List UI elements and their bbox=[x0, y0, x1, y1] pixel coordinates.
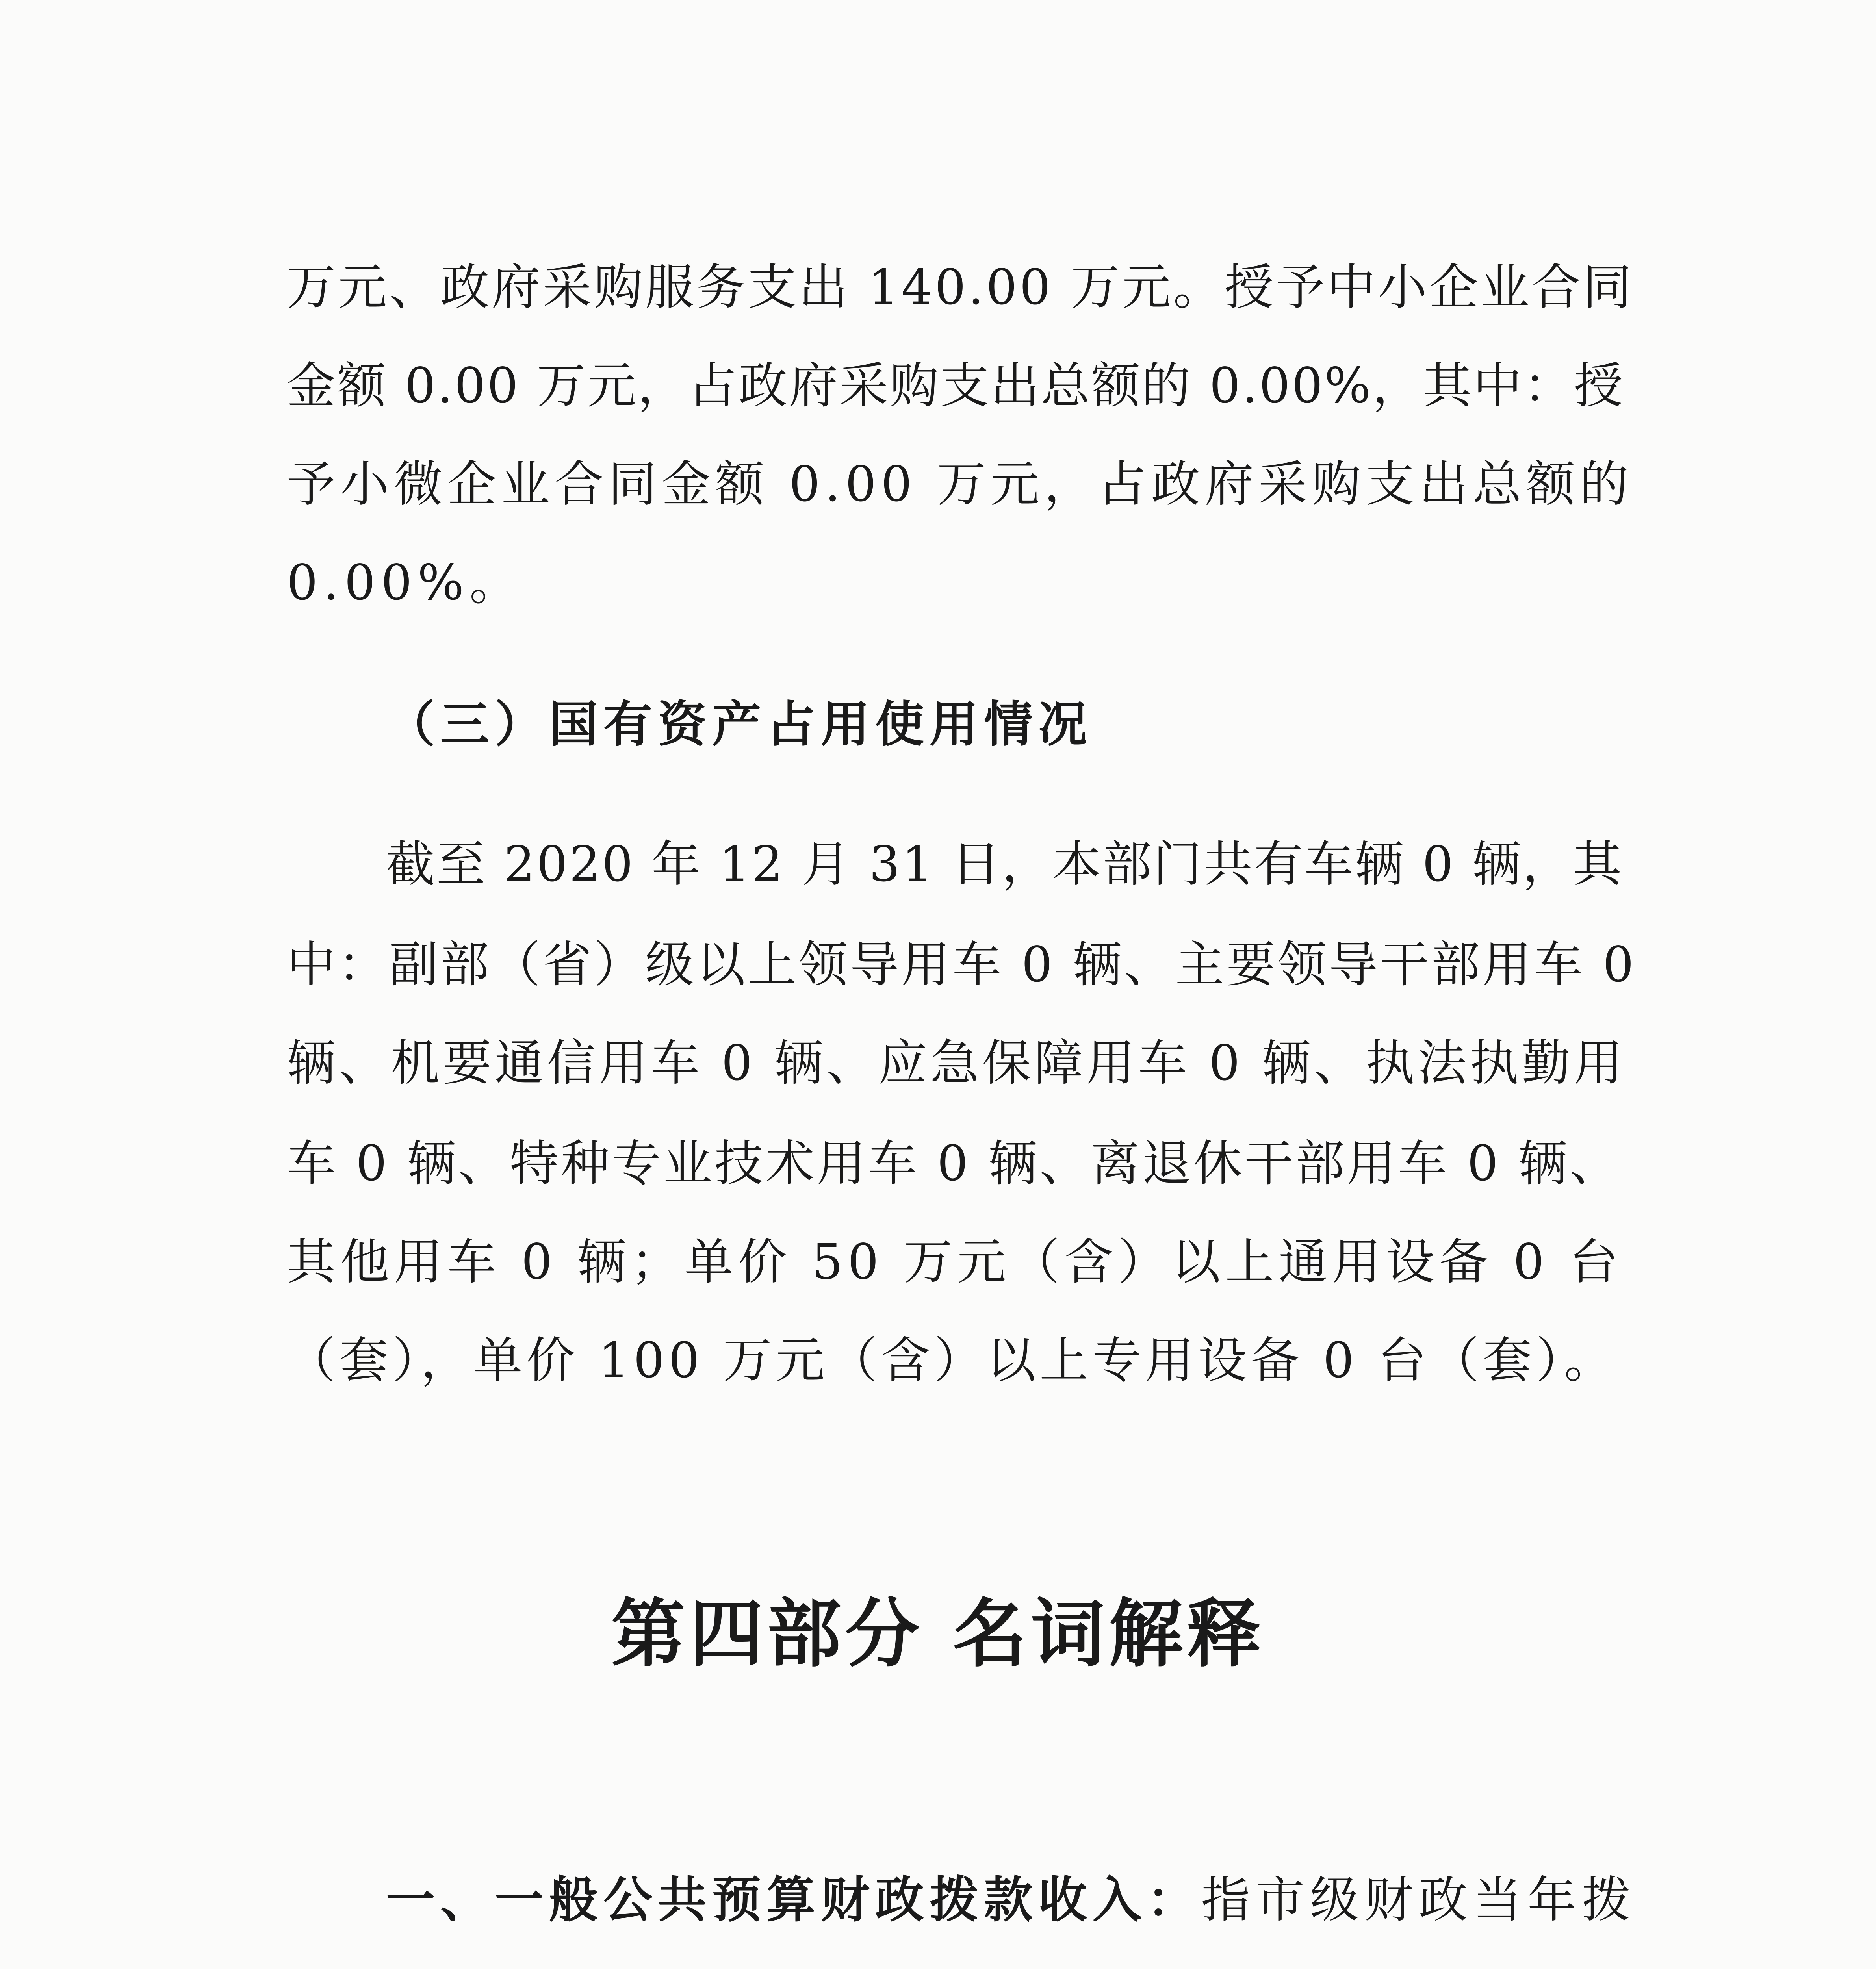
assets-line-1: 截至 2020 年 12 月 31 日，本部门共有车辆 0 辆，其 bbox=[386, 836, 1624, 893]
part-four-title: 第四部分 名词解释 bbox=[611, 1591, 1265, 1677]
assets-line-2: 中：副部（省）级以上领导用车 0 辆、主要领导干部用车 0 bbox=[287, 936, 1637, 993]
assets-line-4: 车 0 辆、特种专业技术用车 0 辆、离退休干部用车 0 辆、 bbox=[287, 1135, 1621, 1192]
procurement-line-3: 予小微企业合同金额 0.00 万元，占政府采购支出总额的 bbox=[287, 456, 1633, 513]
assets-line-6: （套），单价 100 万元（含）以上专用设备 0 台（套）。 bbox=[287, 1332, 1617, 1389]
assets-line-3: 辆、机要通信用车 0 辆、应急保障用车 0 辆、执法执勤用 bbox=[287, 1035, 1626, 1092]
term-1-name: 一、一般公共预算财政拨款收入： bbox=[386, 1871, 1202, 1928]
procurement-line-2: 金额 0.00 万元，占政府采购支出总额的 0.00%，其中：授 bbox=[287, 358, 1625, 414]
procurement-line-1: 万元、政府采购服务支出 140.00 万元。授予中小企业合同 bbox=[287, 259, 1634, 316]
procurement-line-4: 0.00%。 bbox=[287, 554, 524, 611]
assets-section-heading: （三）国有资产占用使用情况 bbox=[386, 696, 1093, 753]
term-1-first-line bbox=[386, 1869, 1636, 1932]
term-1-definition-start: 指市级财政当年拨 bbox=[1201, 1872, 1637, 1928]
assets-line-5: 其他用车 0 辆；单价 50 万元（含）以上通用设备 0 台 bbox=[287, 1234, 1623, 1290]
